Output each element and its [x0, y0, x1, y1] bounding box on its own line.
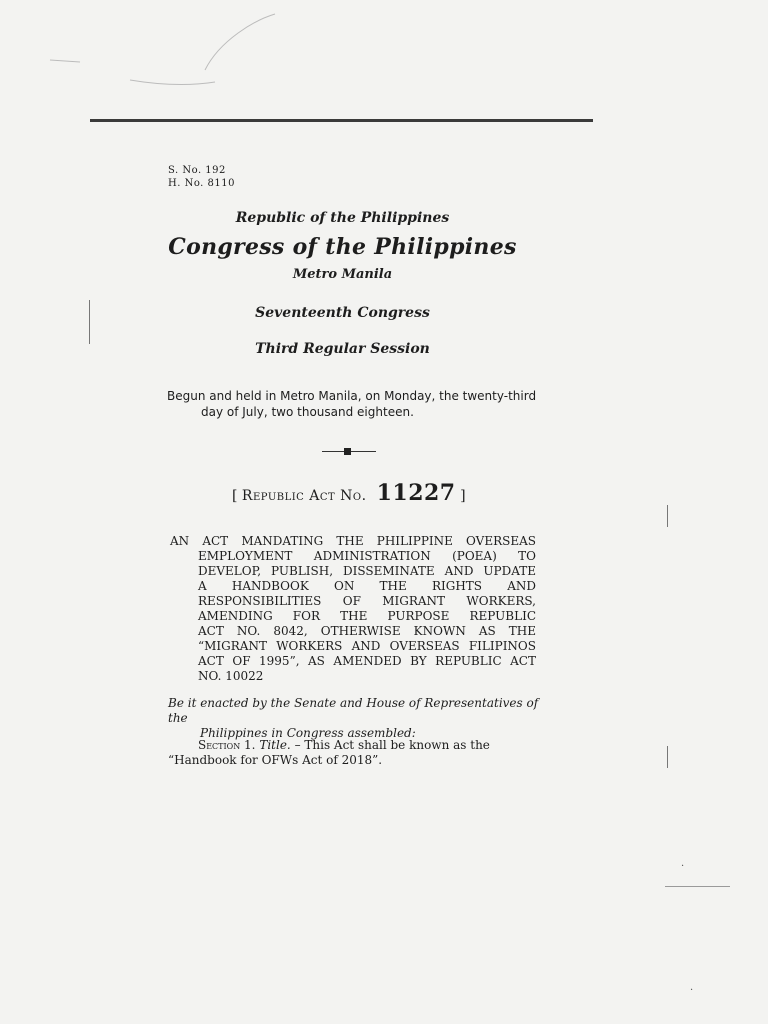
ornament-square	[344, 448, 351, 455]
right-margin-mark-2	[667, 746, 668, 768]
title-line: EMPLOYMENT ADMINISTRATION (POEA) TO	[198, 549, 536, 563]
title-line: ACT OF 1995”, AS AMENDED BY REPUBLIC ACT	[198, 654, 536, 668]
ornament-line-left	[322, 451, 344, 452]
section-text-2: “Handbook for OFWs Act of 2018”.	[168, 753, 383, 767]
bracket-open: [	[232, 488, 242, 504]
header-session: Third Regular Session	[255, 341, 430, 357]
title-line: NO. 10022	[198, 669, 264, 683]
begun-statement	[168, 388, 538, 420]
scan-speck: ·	[681, 861, 685, 872]
bill-numbers	[168, 164, 235, 190]
title-line: AMENDING FOR THE PURPOSE REPUBLIC	[198, 609, 536, 623]
title-line: DEVELOP, PUBLISH, DISSEMINATE AND UPDATE	[198, 564, 536, 578]
title-line: AN ACT MANDATING THE PHILIPPINE OVERSEAS	[170, 534, 536, 548]
enacting-line-2: Philippines in Congress assembled:	[200, 726, 416, 740]
act-title	[170, 534, 536, 684]
scan-smudge-line	[665, 886, 730, 887]
scan-speck: ·	[690, 985, 694, 996]
section-1	[168, 738, 538, 768]
house-bill-number: H. No. 8110	[168, 178, 235, 189]
enacting-clause	[168, 696, 540, 741]
header-city: Metro Manila	[292, 267, 393, 282]
title-line: ACT NO. 8042, OTHERWISE KNOWN AS THE	[198, 624, 536, 638]
section-heading: Title.	[259, 738, 291, 752]
scan-scribble-mark	[20, 0, 280, 100]
title-line: A HANDBOOK ON THE RIGHTS AND	[198, 579, 536, 593]
header-congress: Congress of the Philippines	[168, 234, 517, 260]
header-congress-number: Seventeenth Congress	[255, 305, 430, 321]
act-number: 11227	[376, 480, 456, 506]
senate-bill-number: S. No. 192	[168, 165, 226, 176]
title-line: RESPONSIBILITIES OF MIGRANT WORKERS,	[198, 594, 536, 608]
header-republic: Republic of the Philippines	[235, 210, 450, 226]
begun-line-2: day of July, two thousand eighteen.	[201, 405, 414, 419]
act-label: Republic Act No.	[241, 488, 367, 504]
title-line: “MIGRANT WORKERS AND OVERSEAS FILIPINOS	[198, 639, 536, 653]
top-rule-line	[90, 119, 593, 122]
section-1-line-1	[168, 738, 538, 753]
republic-act-heading	[232, 480, 466, 506]
ornament-line-right	[351, 451, 376, 452]
right-margin-mark-1	[667, 505, 668, 527]
section-text-1: – This Act shall be known as the	[290, 738, 490, 752]
bracket-close: ]	[455, 488, 466, 504]
enacting-line-1: Be it enacted by the Senate and House of Representatives of the	[168, 696, 539, 725]
divider-ornament	[322, 445, 376, 459]
section-label: Section 1.	[198, 738, 256, 752]
begun-line-1: Begun and held in Metro Manila, on Monday, the twenty-third	[167, 389, 537, 403]
